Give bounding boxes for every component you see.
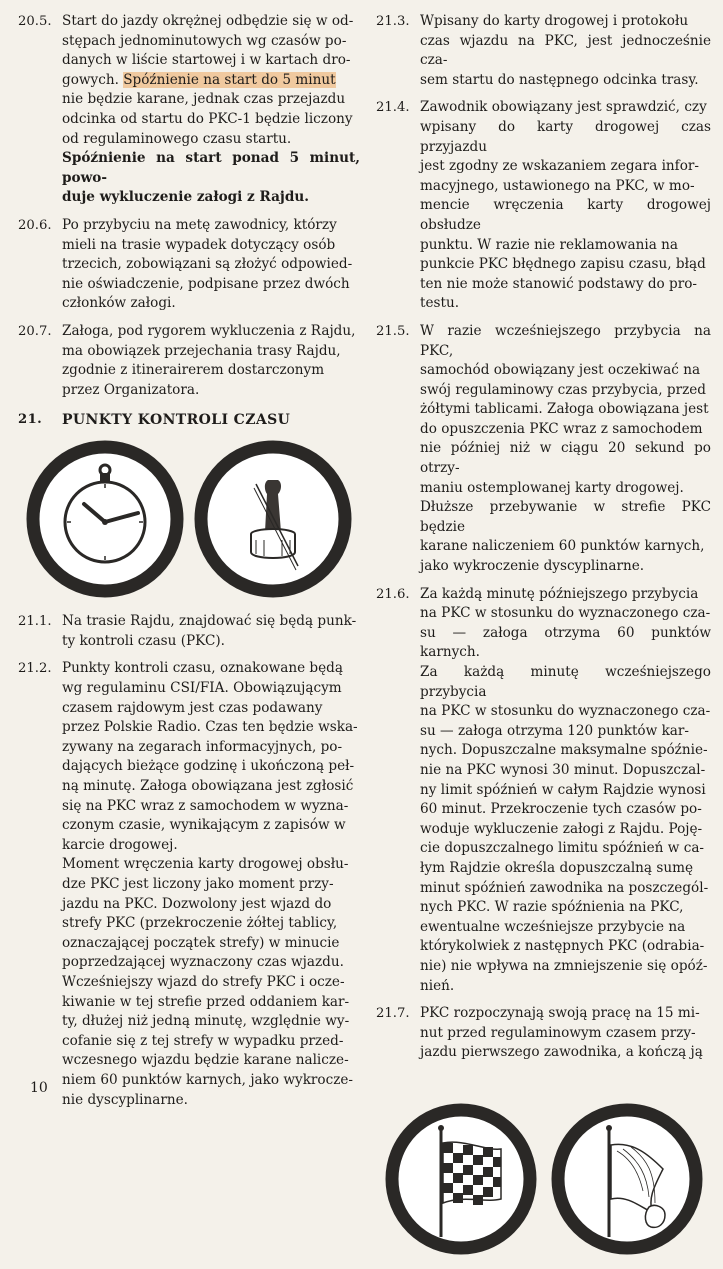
text-line: jako wykroczenie dyscyplinarne. — [420, 558, 645, 575]
paragraph-text — [62, 612, 360, 651]
highlighted-text: Spóźnienie na start do 5 minut — [123, 71, 336, 88]
text-line: dze PKC jest liczony jako moment przy- — [62, 876, 334, 892]
text-line: Wcześniejszy wjazd do strefy PKC i ocze- — [62, 973, 345, 990]
text-line: Za każdą minutę późniejszego przybycia — [420, 585, 699, 602]
text-line: Start do jazdy okrężnej odbędzie się w od- — [62, 13, 354, 29]
text-line-with-highlight — [62, 71, 360, 91]
text-line: sem startu do następnego odcinka trasy. — [420, 71, 699, 88]
text-line: od regulaminowego czasu startu. — [62, 130, 292, 147]
text-line: PKC rozpoczynają swoją pracę na 15 mi- — [420, 1005, 700, 1022]
text-line: którykolwiek z następnych PKC (odrabia- — [420, 938, 705, 955]
text-line: swój regulaminowy czas przybycia, przed — [420, 381, 707, 398]
text-line: zgodnie z itinerairerem dostarczonym — [62, 362, 325, 379]
bold-text-line: Spóźnienie na start ponad 5 minut, powo- — [62, 150, 360, 186]
clock-sign-icon — [26, 440, 184, 598]
text-line: Załoga, pod rygorem wykluczenia z Rajdu, — [62, 322, 356, 339]
text-line: karane naliczeniem 60 punktów karnych, — [420, 538, 705, 555]
text-line: przez Polskie Radio. Czas ten będzie wska- — [62, 719, 358, 736]
text-line: czasem rajdowym jest czas podawany — [62, 699, 323, 716]
paragraph-21-4 — [376, 98, 711, 314]
right-column — [376, 12, 711, 1269]
text-line: strefy PKC (przekroczenie żółtej tablicy, — [62, 915, 338, 932]
text-line: kiwanie w tej strefie przed oddaniem kar- — [62, 993, 350, 1010]
text-line: punktu. W razie nie reklamowania na — [420, 236, 678, 253]
paragraph-text — [420, 98, 711, 314]
paragraph-20-6 — [18, 216, 360, 314]
text-line: trzecich, zobowiązani są złożyć odpowied- — [62, 256, 353, 273]
text-line: wczesnego wjazdu będzie karane nalicze- — [62, 1052, 349, 1069]
paragraph-21-5 — [376, 322, 711, 577]
text-line: ną minutę. Załoga obowiązana jest zgłosić — [62, 778, 354, 795]
flag-sign-illustrations — [376, 1103, 711, 1255]
paragraph-text — [62, 322, 360, 400]
text-line: punkcie PKC błędnego zapisu czasu, błąd — [420, 256, 706, 273]
text-line: czonym czasie, wynikającym z zapisów w — [62, 817, 346, 834]
text-line: 60 minut. Przekroczenie tych czasów po- — [420, 801, 702, 818]
text-line: ty, dłużej niż jedną minutę, względnie wy- — [62, 1013, 350, 1030]
text-line: minut spóźnień zawodnika na poszczegól- — [420, 879, 709, 896]
text-line: ny limit spóźnień w całym Rajdzie wynosi — [420, 781, 706, 798]
text-line: Na trasie Rajdu, znajdować się będą punk- — [62, 613, 357, 630]
bold-text-line: duje wykluczenie załogi z Rajdu. — [62, 189, 309, 206]
text-line: Zawodnik obowiązany jest sprawdzić, czy — [420, 99, 707, 116]
stamp-sign-icon — [194, 440, 352, 598]
text-line: na PKC w stosunku do wyznaczonego cza- — [420, 703, 711, 720]
text-line: stępach jednominutowych wg czasów po- — [62, 32, 347, 49]
text-line: nień. — [420, 977, 455, 994]
text-line: dających bieżące godzinę i ukończoną peł- — [62, 758, 355, 775]
text-line: ty kontroli czasu (PKC). — [62, 632, 225, 649]
left-column — [18, 12, 360, 1118]
section-number: 21. — [18, 412, 43, 428]
checkered-flag-sign-icon — [385, 1103, 537, 1255]
text-line: się na PKC wraz z samochodem w wyzna- — [62, 797, 349, 814]
text-line: nut przed regulaminowym czasem przy- — [420, 1024, 696, 1041]
paragraph-21-6 — [376, 585, 711, 996]
text-line: niem 60 punktów karnych, jako wykrocze- — [62, 1071, 354, 1088]
section-title: PUNKTY KONTROLI CZASU — [62, 412, 291, 429]
section-heading-21 — [18, 412, 360, 428]
paragraph-text — [420, 585, 711, 996]
paragraph-21-2 — [18, 659, 360, 1110]
page-number: 10 — [30, 1080, 48, 1096]
text-line: nie) nie wpływa na zmniejszenie się opóź- — [420, 957, 708, 974]
text-line: danych w liście startowej i w kartach dro- — [62, 52, 351, 69]
paragraph-text — [62, 216, 360, 314]
text-line: nie będzie karane, jednak czas przejazdu — [62, 91, 346, 108]
paragraph-number: 20.5. — [18, 14, 52, 29]
text-line: odcinka od startu do PKC-1 będzie liczony — [62, 110, 353, 127]
text-line: nych. Dopuszczalne maksymalne spóźnie- — [420, 742, 708, 759]
text-line: cofanie się z tej strefy w wypadku przed- — [62, 1032, 344, 1049]
paragraph-number: 21.3. — [376, 14, 410, 29]
text-line: su — załoga otrzyma 60 punktów karnych. — [420, 624, 711, 661]
text-line: czas wjazdu na PKC, jest jednocześnie cza- — [420, 32, 711, 69]
paragraph-21-7 — [376, 1004, 711, 1063]
text-line: nie oświadczenie, podpisane przez dwóch — [62, 275, 350, 292]
text-line: nie dyscyplinarne. — [62, 1091, 188, 1108]
paragraph-text — [420, 322, 711, 577]
paragraph-number: 21.1. — [18, 614, 52, 630]
text-line: mieli na trasie wypadek dotyczący osób — [62, 236, 336, 253]
paragraph-number: 21.5. — [376, 323, 410, 339]
text-line: oznaczającej początek strefy) w minucie — [62, 934, 340, 951]
paragraph-text — [62, 659, 360, 1110]
text-line: członków załogi. — [62, 295, 176, 312]
text-line: karcie drogowej. — [62, 836, 178, 853]
text-line: Dłuższe przebywanie w strefie PKC będzie — [420, 499, 711, 535]
text-line: ma obowiązek przejechania trasy Rajdu, — [62, 342, 341, 359]
text-line: na PKC w stosunku do wyznaczonego cza- — [420, 605, 711, 622]
text-line: W razie wcześniejszego przybycia na PKC, — [420, 322, 711, 359]
white-flag-sign-icon — [551, 1103, 703, 1255]
text-line: nych PKC. W razie spóźnienia na PKC, — [420, 899, 684, 916]
pkc-sign-illustrations — [18, 440, 360, 598]
text-line: samochód obowiązany jest oczekiwać na — [420, 362, 701, 379]
text-fragment: gowych. — [62, 71, 119, 88]
text-line: do opuszczenia PKC wraz z samochodem — [420, 420, 703, 437]
paragraph-text — [62, 12, 360, 208]
text-line: łym Rajdzie określa dopuszczalną sumę — [420, 859, 694, 876]
paragraph-number: 21.6. — [376, 586, 410, 602]
text-line: jazdu pierwszego zawodnika, a kończą ją — [420, 1044, 703, 1061]
paragraph-20-5 — [18, 12, 360, 208]
paragraph-number: 21.2. — [18, 661, 52, 677]
text-line: żółtymi tablicami. Załoga obowiązana jest — [420, 401, 709, 418]
text-line: Za każdą minutę wcześniejszego przybycia — [420, 664, 711, 700]
text-line: woduje wykluczenie załogi z Rajdu. Poję- — [420, 820, 703, 837]
text-line: cie dopuszczalnego limitu spóźnień w ca- — [420, 840, 705, 857]
text-line: Moment wręczenia karty drogowej obsłu- — [62, 856, 349, 873]
text-line: jest zgodny ze wskazaniem zegara infor- — [420, 158, 699, 175]
paragraph-number: 20.7. — [18, 323, 52, 339]
text-line: Wpisany do karty drogowej i protokołu — [420, 13, 689, 29]
text-line: mencie wręczenia karty drogowej obsłudze — [420, 197, 711, 233]
text-line: Punkty kontroli czasu, oznakowane będą — [62, 660, 343, 677]
text-line: testu. — [420, 295, 460, 312]
text-line: poprzedzającej wyznaczony czas wjazdu. — [62, 954, 344, 971]
text-line: macyjnego, ustawionego na PKC, w mo- — [420, 177, 695, 194]
text-line: su — załoga otrzyma 120 punktów kar- — [420, 722, 690, 739]
paragraph-number: 21.4. — [376, 100, 410, 116]
text-line: nie na PKC wynosi 30 minut. Dopuszczal- — [420, 761, 706, 778]
text-line: ewentualne wcześniejsze przybycie na — [420, 918, 686, 935]
text-line: zywany na zegarach informacyjnych, po- — [62, 738, 343, 755]
text-line: maniu ostemplowanej karty drogowej. — [420, 479, 684, 496]
paragraph-21-3 — [376, 12, 711, 90]
paragraph-text — [420, 12, 711, 90]
paragraph-20-7 — [18, 322, 360, 400]
text-line: wg regulaminu CSI/FIA. Obowiązującym — [62, 680, 342, 697]
paragraph-number: 21.7. — [376, 1006, 410, 1022]
text-line: Po przybyciu na metę zawodnicy, którzy — [62, 216, 337, 233]
text-line: ten nie może stanowić podstawy do pro- — [420, 275, 698, 292]
text-line: wpisany do karty drogowej czas przyjazdu — [420, 118, 711, 155]
text-line: nie później niż w ciągu 20 sekund po otrzy- — [420, 440, 711, 477]
paragraph-number: 20.6. — [18, 217, 52, 233]
paragraph-text — [420, 1004, 711, 1063]
paragraph-21-1 — [18, 612, 360, 651]
text-line: przez Organizatora. — [62, 381, 200, 398]
text-line: jazdu na PKC. Dozwolony jest wjazd do — [62, 895, 332, 912]
